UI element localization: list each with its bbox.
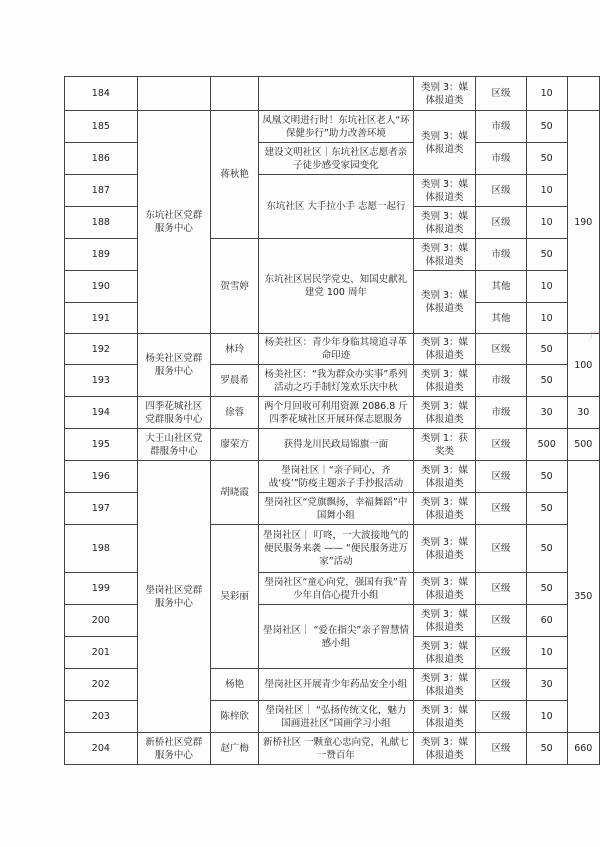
category-cell: 类别 3：媒体报道类 (413, 239, 475, 271)
row-number: 201 (65, 637, 138, 669)
title-cell: 壆岗社区｜ “弘扬传统文化，魅力国画进社区”国画学习小组 (259, 701, 414, 733)
level-cell: 区级 (476, 461, 527, 493)
score-cell: 30 (526, 397, 567, 429)
score-cell: 500 (526, 429, 567, 461)
row-number: 200 (65, 605, 138, 637)
level-cell: 市级 (476, 365, 527, 397)
category-cell: 类别 3：媒体报道类 (413, 77, 475, 111)
level-cell: 区级 (476, 175, 527, 207)
level-cell: 区级 (476, 207, 527, 239)
score-cell: 50 (526, 493, 567, 525)
row-number: 198 (65, 525, 138, 573)
category-cell: 类别 3：媒体报道类 (413, 605, 475, 637)
category-cell: 类别 3：媒体报道类 (413, 397, 475, 429)
score-cell: 10 (526, 637, 567, 669)
level-cell: 市级 (476, 397, 527, 429)
score-cell: 10 (526, 207, 567, 239)
level-cell: 市级 (476, 111, 527, 143)
title-cell: 新桥社区 一颗童心忠向党，礼献七一赞百年 (259, 733, 414, 765)
category-cell: 类别 3：媒体报道类 (413, 207, 475, 239)
score-cell: 50 (526, 733, 567, 765)
category-cell: 类别 1：获奖类 (413, 429, 475, 461)
unit-cell (137, 77, 210, 111)
row-number: 197 (65, 493, 138, 525)
category-cell: 类别 3：媒体报道类 (413, 637, 475, 669)
score-cell: 10 (526, 271, 567, 303)
title-cell: 壆岗社区“党旗飘扬，幸福舞蹈”中国舞小组 (259, 493, 414, 525)
person-cell: 胡晓霞 (211, 461, 259, 525)
category-cell: 类别 3：媒体报道类 (413, 175, 475, 207)
unit-cell: 杨美社区党群服务中心 (137, 334, 210, 397)
level-cell: 区级 (476, 605, 527, 637)
level-cell: 区级 (476, 637, 527, 669)
table-row (65, 733, 600, 765)
row-number: 194 (65, 397, 138, 429)
row-number: 187 (65, 175, 138, 207)
title-cell: 壆岗社区｜ 叮咚，一大波接地气的便民服务来袭 —— “便民服务进万家”活动 (259, 525, 414, 573)
title-cell: 杨美社区：青少年身临其境追寻革命印迹 (259, 334, 414, 365)
category-cell: 类别 3：媒体报道类 (413, 701, 475, 733)
stamp-text: 广 (587, 330, 598, 340)
category-cell: 类别 3：媒体报道类 (413, 525, 475, 573)
score-cell: 50 (526, 239, 567, 271)
unit-cell: 新桥社区党群服务中心 (137, 733, 210, 765)
person-cell: 林玲 (211, 334, 259, 365)
level-cell: 市级 (476, 239, 527, 271)
row-number: 189 (65, 239, 138, 271)
total-cell: 660 (567, 733, 599, 765)
level-cell: 区级 (476, 701, 527, 733)
title-cell: 东坑社区居民学党史、知国史献礼建党 100 周年 (259, 239, 414, 334)
score-cell: 50 (526, 143, 567, 175)
title-cell: 壆岗社区“童心向党，强国有我”青少年自信心提升小组 (259, 573, 414, 605)
score-cell: 50 (526, 573, 567, 605)
title-cell: 建设文明社区｜东坑社区志愿者亲子徒步感受家园变化 (259, 143, 414, 175)
row-number: 202 (65, 669, 138, 701)
level-cell: 其他 (476, 303, 527, 334)
person-cell: 贺雪婷 (211, 239, 259, 334)
table-row (65, 111, 600, 143)
level-cell: 区级 (476, 77, 527, 111)
person-cell: 罗晨希 (211, 365, 259, 397)
score-cell: 50 (526, 334, 567, 365)
level-cell: 区级 (476, 669, 527, 701)
category-cell: 类别 3：媒体报道类 (413, 733, 475, 765)
person-cell: 廖荣方 (211, 429, 259, 461)
category-cell: 类别 3：媒体报道类 (413, 334, 475, 365)
total-cell: 100 (567, 334, 599, 397)
title-cell: 东坑社区 大手拉小手 志愿一起行 (259, 175, 414, 239)
level-cell: 市级 (476, 143, 527, 175)
title-cell: 凤凰文明进行时！东坑社区老人“环保健步行”助力改善环境 (259, 111, 414, 143)
row-number: 192 (65, 334, 138, 365)
row-number: 191 (65, 303, 138, 334)
row-number: 185 (65, 111, 138, 143)
score-cell: 10 (526, 77, 567, 111)
title-cell: 壆岗社区｜“亲子同心，齐战‘疫’”防疫主题亲子手抄报活动 (259, 461, 414, 493)
table-row (65, 461, 600, 493)
score-cell: 50 (526, 525, 567, 573)
red-seal-stamp (586, 330, 600, 450)
row-number: 186 (65, 143, 138, 175)
total-cell: 350 (567, 461, 599, 733)
title-cell: 壆岗社区｜ “爱在指尖”亲子智慧情感小组 (259, 605, 414, 669)
level-cell: 区级 (476, 573, 527, 605)
level-cell: 区级 (476, 334, 527, 365)
person-cell (211, 77, 259, 111)
row-number: 190 (65, 271, 138, 303)
total-cell (567, 77, 599, 111)
table-row (65, 77, 600, 111)
category-cell: 类别 3：媒体报道类 (413, 271, 475, 334)
category-cell: 类别 3：媒体报道类 (413, 669, 475, 701)
unit-cell: 四季花城社区党群服务中心 (137, 397, 210, 429)
score-cell: 50 (526, 461, 567, 493)
score-cell: 10 (526, 701, 567, 733)
table-row (65, 334, 600, 365)
title-cell: 壆岗社区开展青少年药品安全小组 (259, 669, 414, 701)
level-cell: 区级 (476, 429, 527, 461)
unit-cell: 大王山社区党群服务中心 (137, 429, 210, 461)
category-cell: 类别 3：媒体报道类 (413, 365, 475, 397)
unit-cell: 壆岗社区党群服务中心 (137, 461, 210, 733)
row-number: 195 (65, 429, 138, 461)
title-cell (259, 77, 414, 111)
row-number: 204 (65, 733, 138, 765)
total-cell: 30 (567, 397, 599, 429)
row-number: 193 (65, 365, 138, 397)
score-cell: 50 (526, 111, 567, 143)
total-cell: 500 (567, 429, 599, 461)
title-cell: 获得龙川民政局锦旗一面 (259, 429, 414, 461)
total-cell: 190 (567, 111, 599, 334)
row-number: 199 (65, 573, 138, 605)
row-number: 203 (65, 701, 138, 733)
person-cell: 吴彩丽 (211, 525, 259, 669)
person-cell: 徐蓉 (211, 397, 259, 429)
score-cell: 60 (526, 605, 567, 637)
row-number: 188 (65, 207, 138, 239)
score-cell: 50 (526, 365, 567, 397)
category-cell: 类别 3：媒体报道类 (413, 573, 475, 605)
level-cell: 区级 (476, 493, 527, 525)
table-row (65, 429, 600, 461)
person-cell: 陈梓欣 (211, 701, 259, 733)
person-cell: 杨艳 (211, 669, 259, 701)
award-table (64, 76, 600, 765)
category-cell: 类别 3：媒体报道类 (413, 461, 475, 493)
category-cell: 类别 3：媒体报道类 (413, 111, 475, 175)
level-cell: 区级 (476, 733, 527, 765)
unit-cell: 东坑社区党群服务中心 (137, 111, 210, 334)
score-cell: 10 (526, 303, 567, 334)
score-cell: 30 (526, 669, 567, 701)
score-cell: 10 (526, 175, 567, 207)
row-number: 184 (65, 77, 138, 111)
level-cell: 区级 (476, 525, 527, 573)
row-number: 196 (65, 461, 138, 493)
level-cell: 其他 (476, 271, 527, 303)
table-row (65, 397, 600, 429)
category-cell: 类别 3：媒体报道类 (413, 493, 475, 525)
person-cell: 赵广梅 (211, 733, 259, 765)
title-cell: 两个月回收可利用资源 2086.8 斤 四季花城社区开展环保志愿服务 (259, 397, 414, 429)
person-cell: 蒋秋艳 (211, 111, 259, 239)
title-cell: 杨美社区：“我为群众办实事”系列活动之巧手制灯笼欢乐庆中秋 (259, 365, 414, 397)
